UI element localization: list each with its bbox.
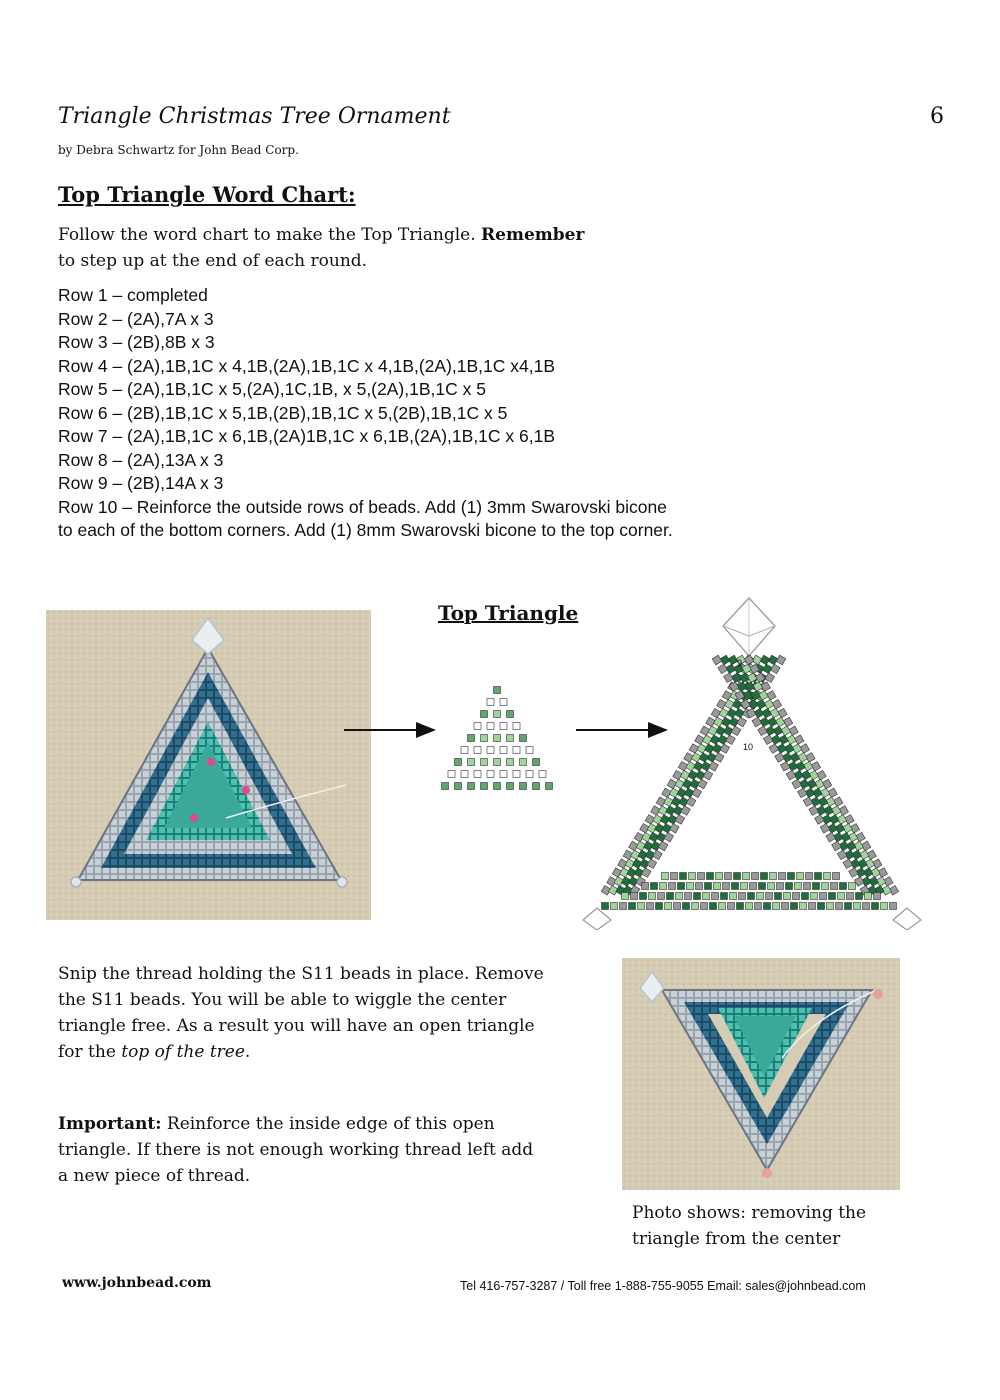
snip-part2: . <box>244 1042 251 1062</box>
bead <box>461 771 468 778</box>
bead <box>507 735 514 742</box>
bead <box>700 726 710 736</box>
bead <box>681 806 691 816</box>
bead <box>692 903 699 910</box>
bead <box>752 655 762 665</box>
byline: by Debra Schwartz for John Bead Corp. <box>58 143 299 157</box>
bead <box>750 883 757 890</box>
bead <box>780 762 790 772</box>
snip-part1: Snip the thread holding the S11 beads in place. Remove the S11 beads. You will be able to wiggle the center triangle free. As a result you will have an open triangle for the <box>58 964 544 1062</box>
bead <box>820 893 827 900</box>
bead <box>719 708 729 718</box>
bead <box>500 699 507 706</box>
bead <box>778 708 788 718</box>
bead <box>760 655 770 665</box>
bead <box>843 859 853 869</box>
bead <box>827 903 834 910</box>
bead <box>716 873 723 880</box>
row-9: Row 9 – (2B),14A x 3 <box>58 473 224 493</box>
bead <box>746 903 753 910</box>
footer-contact: Tel 416-757-3287 / Toll free 1-888-755-9055 Email: sales@johnbead.com <box>460 1279 866 1293</box>
bead <box>786 883 793 890</box>
important-paragraph <box>58 1111 538 1189</box>
bead <box>865 893 872 900</box>
bead <box>836 903 843 910</box>
bead <box>620 903 627 910</box>
bead <box>695 735 705 745</box>
bead <box>500 747 507 754</box>
bead <box>487 771 494 778</box>
bead <box>769 744 779 754</box>
bead <box>743 873 750 880</box>
intro-bold: Remember <box>481 225 585 245</box>
bead <box>641 868 651 878</box>
bead <box>798 788 808 798</box>
bead <box>758 726 768 736</box>
row-2: Row 2 – (2A),7A x 3 <box>58 308 214 329</box>
bead <box>856 893 863 900</box>
bead <box>775 753 785 763</box>
bead <box>674 903 681 910</box>
bead <box>731 726 741 736</box>
bead <box>703 893 710 900</box>
photo-caption: Photo shows: removing the triangle from the center <box>632 1203 867 1249</box>
bead <box>829 893 836 900</box>
bead <box>718 664 728 674</box>
row-1: Row 1 – completed <box>58 285 208 305</box>
bead <box>840 883 847 890</box>
bead <box>789 726 799 736</box>
bead <box>533 759 540 766</box>
bead <box>494 735 501 742</box>
bead <box>765 726 775 736</box>
bead <box>455 783 462 790</box>
bead <box>759 883 766 890</box>
snip-paragraph <box>58 961 548 1065</box>
bead <box>602 903 609 910</box>
bead <box>763 735 773 745</box>
bead <box>507 783 514 790</box>
bead <box>728 903 735 910</box>
bead <box>737 717 747 727</box>
bead <box>694 893 701 900</box>
bead <box>725 700 735 710</box>
bead <box>770 708 780 718</box>
document-title: Triangle Christmas Tree Ornament <box>58 104 451 129</box>
bead <box>721 893 728 900</box>
bead <box>651 883 658 890</box>
bead <box>468 759 475 766</box>
bead <box>729 717 739 727</box>
bead <box>763 664 773 674</box>
bead <box>656 903 663 910</box>
bead <box>744 655 754 665</box>
bead <box>767 691 777 701</box>
bead <box>726 664 736 674</box>
bead <box>474 723 481 730</box>
bead <box>667 893 674 900</box>
row-5: Row 5 – (2A),1B,1C x 5,(2A),1C,1B, x 5,(2A),1B,1C x 5 <box>58 379 486 399</box>
bead <box>845 903 852 910</box>
bead <box>832 841 842 851</box>
bead <box>725 873 732 880</box>
bead <box>455 759 462 766</box>
important-label: Important: <box>58 1114 162 1134</box>
bead <box>448 771 455 778</box>
bead <box>685 893 692 900</box>
row-8: Row 8 – (2A),13A x 3 <box>58 449 224 470</box>
bead <box>804 883 811 890</box>
bead <box>692 788 702 798</box>
footer-website-link[interactable]: www.johnbead.com <box>62 1275 212 1291</box>
bead <box>481 759 488 766</box>
bead <box>638 903 645 910</box>
bead <box>680 873 687 880</box>
bead <box>724 726 734 736</box>
bead <box>854 903 861 910</box>
bead <box>520 735 527 742</box>
bead <box>820 824 830 834</box>
bead <box>539 771 546 778</box>
section-heading: Top Triangle Word Chart: <box>58 182 356 207</box>
bead <box>811 893 818 900</box>
bead <box>481 711 488 718</box>
bead <box>806 873 813 880</box>
bead <box>714 753 724 763</box>
bead <box>669 883 676 890</box>
bead <box>468 783 475 790</box>
bead <box>526 747 533 754</box>
bead <box>676 893 683 900</box>
bead <box>678 883 685 890</box>
bead <box>481 783 488 790</box>
bead <box>481 735 488 742</box>
bead <box>764 903 771 910</box>
bead <box>622 893 629 900</box>
bead <box>757 893 764 900</box>
bead <box>741 883 748 890</box>
bead <box>689 873 696 880</box>
diagram-caption: Top Triangle <box>438 601 579 625</box>
bead <box>526 771 533 778</box>
bead <box>487 699 494 706</box>
bead <box>520 759 527 766</box>
bead <box>849 868 859 878</box>
bead <box>726 735 736 745</box>
bead <box>791 903 798 910</box>
bead <box>703 770 713 780</box>
bead <box>881 903 888 910</box>
bead <box>719 903 726 910</box>
bead <box>494 687 501 694</box>
intro-text <box>58 222 658 274</box>
bead <box>737 903 744 910</box>
bead <box>797 873 804 880</box>
bead <box>809 903 816 910</box>
bead <box>813 883 820 890</box>
bead <box>670 824 680 834</box>
bead <box>653 850 663 860</box>
bead <box>513 723 520 730</box>
bead <box>760 717 770 727</box>
bead <box>822 883 829 890</box>
bead <box>794 735 804 745</box>
bead <box>803 797 813 807</box>
bead <box>739 893 746 900</box>
bead <box>802 893 809 900</box>
bead <box>720 744 730 754</box>
beaded-triangle-photo <box>46 610 371 920</box>
bead <box>698 873 705 880</box>
bead <box>500 771 507 778</box>
row-6: Row 6 – (2B),1B,1C x 5,1B,(2B),1B,1C x 5,(2B),1B,1C x 5 <box>58 402 508 423</box>
bead <box>494 759 501 766</box>
bead <box>783 717 793 727</box>
bead <box>755 903 762 910</box>
bead <box>647 859 657 869</box>
row-3: Row 3 – (2B),8B x 3 <box>58 332 215 352</box>
bead <box>474 747 481 754</box>
bead <box>513 771 520 778</box>
bead <box>815 815 825 825</box>
bead <box>727 708 737 718</box>
bead <box>818 903 825 910</box>
bead <box>793 893 800 900</box>
bead <box>705 883 712 890</box>
bead <box>658 893 665 900</box>
bead <box>787 735 797 745</box>
bead <box>723 883 730 890</box>
bead <box>795 883 802 890</box>
bead <box>779 873 786 880</box>
row-7: Row 7 – (2A),1B,1C x 6,1B,(2A)1B,1C x 6,1B,(2A),1B,1C x 6,1B <box>58 426 556 446</box>
bead <box>771 735 781 745</box>
bead <box>707 873 714 880</box>
bead <box>722 691 732 701</box>
bead <box>784 893 791 900</box>
bead <box>837 850 847 860</box>
removing-triangle-photo <box>622 958 900 1190</box>
bead <box>716 726 726 736</box>
bead <box>708 726 718 736</box>
bead <box>815 873 822 880</box>
bead <box>771 664 781 674</box>
bead <box>782 903 789 910</box>
bead <box>766 893 773 900</box>
bead <box>709 762 719 772</box>
bead <box>507 711 514 718</box>
bead <box>721 717 731 727</box>
bead <box>513 747 520 754</box>
intro-part2: to step up at the end of each round. <box>58 251 368 271</box>
bead <box>775 717 785 727</box>
bead <box>764 700 774 710</box>
bead <box>872 903 879 910</box>
bead <box>849 883 856 890</box>
bead <box>461 747 468 754</box>
bead <box>494 711 501 718</box>
bead <box>701 903 708 910</box>
bead <box>687 883 694 890</box>
bead <box>847 893 854 900</box>
bead <box>752 717 762 727</box>
bead <box>770 873 777 880</box>
bead <box>468 735 475 742</box>
bead <box>712 893 719 900</box>
bead <box>824 873 831 880</box>
bead <box>809 806 819 816</box>
row-marker-10: 10 <box>743 742 754 752</box>
bead <box>671 873 678 880</box>
bead <box>546 783 553 790</box>
important-body: Reinforce the inside edge of this open triangle. If there is not enough working thread left add a new piece of thread. <box>58 1114 534 1186</box>
bead <box>754 708 764 718</box>
snip-italic: top of the tree <box>121 1042 245 1062</box>
bead <box>640 893 647 900</box>
bead <box>675 815 685 825</box>
bead <box>474 771 481 778</box>
bead <box>772 700 782 710</box>
bead <box>768 717 778 727</box>
row-4: Row 4 – (2A),1B,1C x 4,1B,(2A),1B,1C x 4,1B,(2A),1B,1C x4,1B <box>58 355 556 376</box>
bottom-left-bicone-icon <box>583 908 611 930</box>
bead <box>442 783 449 790</box>
bead <box>706 717 716 727</box>
bead <box>776 655 786 665</box>
bead <box>786 770 796 780</box>
bead <box>792 779 802 789</box>
row-10: Row 10 – Reinforce the outside rows of beads. Add (1) 3mm Swarovski bicone to each of the bottom corners. Add (1) 8mm Swarovski bicone to the top corner. <box>58 496 673 540</box>
bead <box>730 893 737 900</box>
bead <box>660 883 667 890</box>
bead <box>487 723 494 730</box>
page-number: 6 <box>930 104 944 129</box>
bead <box>777 883 784 890</box>
bead <box>724 673 734 683</box>
bead <box>647 903 654 910</box>
bead <box>741 700 751 710</box>
bead <box>720 655 730 665</box>
bead <box>642 883 649 890</box>
bead <box>788 873 795 880</box>
bead <box>665 903 672 910</box>
bead <box>611 903 618 910</box>
bead <box>768 655 778 665</box>
bead <box>717 700 727 710</box>
bead <box>735 708 745 718</box>
arrow-right-icon <box>340 718 440 742</box>
bead <box>658 841 668 851</box>
bead <box>649 893 656 900</box>
bead <box>507 759 514 766</box>
bead <box>773 903 780 910</box>
bead <box>686 797 696 807</box>
bead <box>631 893 638 900</box>
bead <box>874 893 881 900</box>
bead <box>734 873 741 880</box>
bead <box>826 832 836 842</box>
large-triangle-diagram <box>575 590 930 930</box>
bead <box>718 735 728 745</box>
bead <box>732 883 739 890</box>
bead <box>629 903 636 910</box>
row-marker-9: 9 <box>737 658 743 668</box>
small-triangle-diagram <box>430 680 565 805</box>
bead <box>710 735 720 745</box>
bead <box>749 700 759 710</box>
bead <box>756 700 766 710</box>
bead <box>833 873 840 880</box>
bead <box>662 873 669 880</box>
bottom-right-bicone-icon <box>893 908 921 930</box>
bead <box>664 832 674 842</box>
bead <box>712 655 722 665</box>
bead <box>683 903 690 910</box>
bead <box>890 903 897 910</box>
bead <box>494 783 501 790</box>
bead <box>863 903 870 910</box>
bead <box>714 883 721 890</box>
bead <box>500 723 507 730</box>
bead <box>702 735 712 745</box>
bead <box>762 708 772 718</box>
bead <box>831 883 838 890</box>
word-chart-rows <box>58 284 678 543</box>
bead <box>768 883 775 890</box>
bead <box>714 717 724 727</box>
bead <box>781 726 791 736</box>
bead <box>698 779 708 789</box>
bead <box>711 708 721 718</box>
bead <box>696 883 703 890</box>
bead <box>520 783 527 790</box>
bead <box>487 747 494 754</box>
bead <box>710 903 717 910</box>
bead <box>779 735 789 745</box>
bead <box>765 673 775 683</box>
bead <box>752 873 759 880</box>
bead <box>761 873 768 880</box>
bead <box>775 893 782 900</box>
bead <box>748 893 755 900</box>
bead <box>838 893 845 900</box>
bead <box>773 726 783 736</box>
bead <box>800 903 807 910</box>
intro-part1: Follow the word chart to make the Top Triangle. <box>58 225 482 245</box>
bead <box>732 700 742 710</box>
bead <box>533 783 540 790</box>
